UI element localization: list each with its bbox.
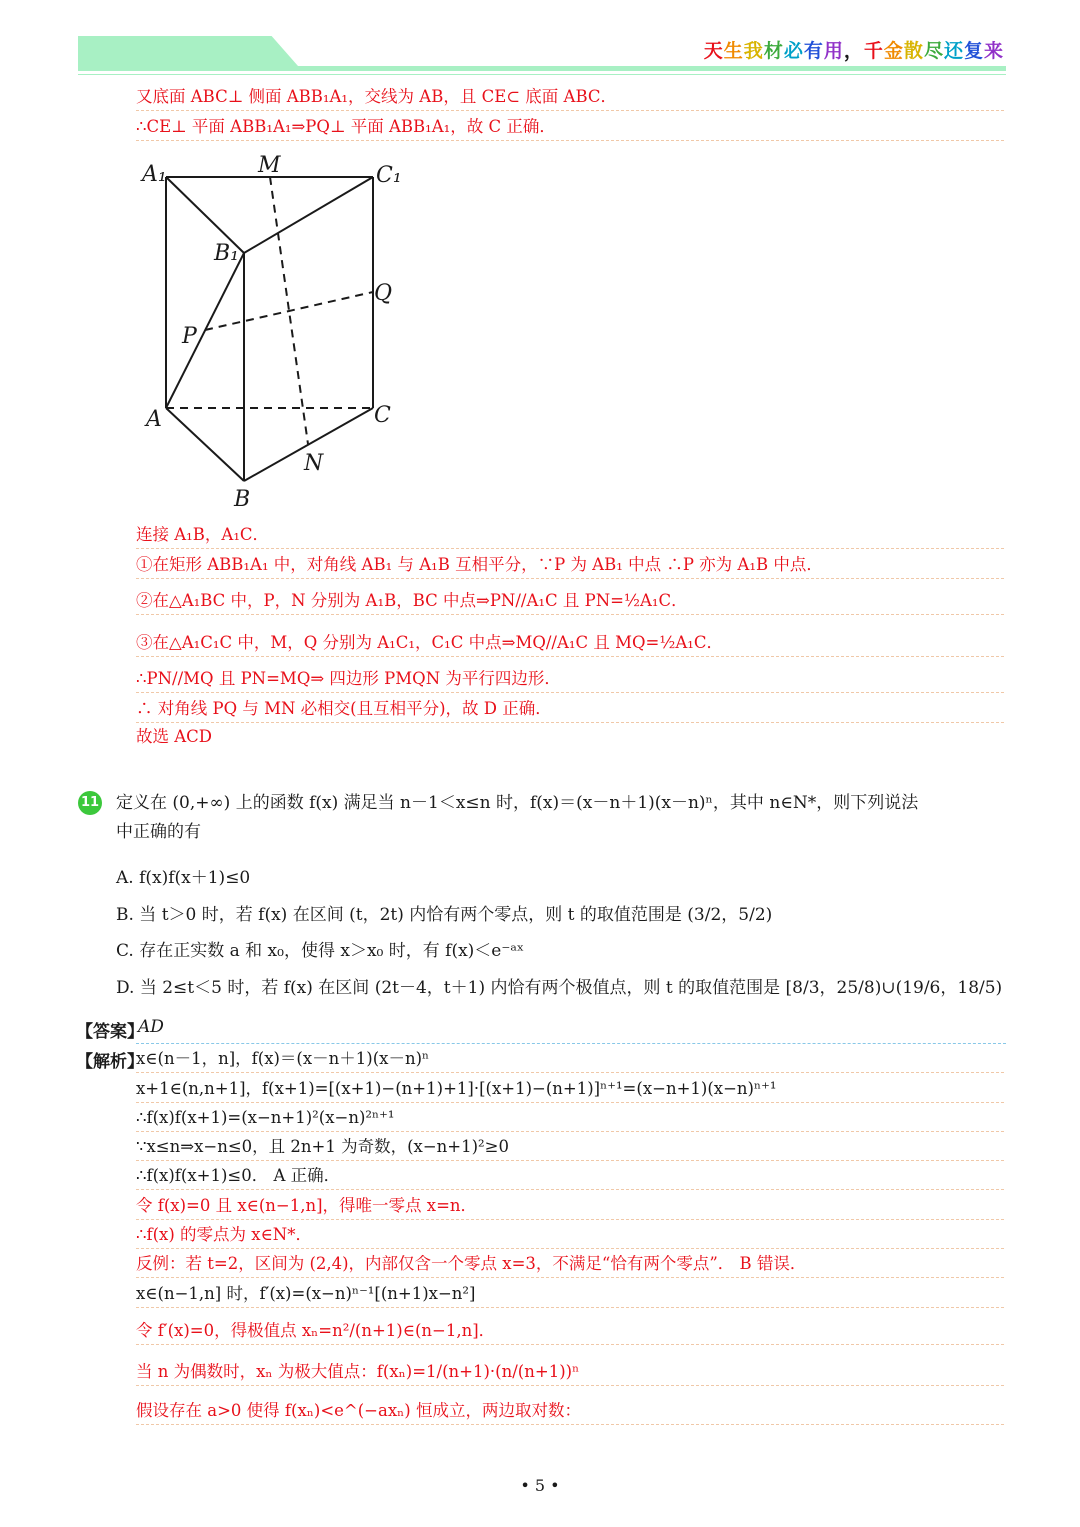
proof-line: ∴CE⊥ 平面 ABB₁A₁⇒PQ⊥ 平面 ABB₁A₁，故 C 正确． <box>136 114 1004 141</box>
question-stem-line1: 定义在 (0,+∞) 上的函数 f(x) 满足当 n－1＜x≤n 时，f(x)＝(x－n＋1)(x－n)ⁿ，其中 n∈N*，则下列说法 <box>116 793 919 813</box>
option-d: D. 当 2≤t＜5 时，若 f(x) 在区间 (2t－4，t＋1) 内恰有两个极值点，则 t 的取值范围是 [8/3，25/8)∪(19/6，18/5) <box>116 978 1003 998</box>
edge-b1c1 <box>244 177 373 253</box>
analysis-line: x∈(n−1,n] 时，f′(x)=(x−n)ⁿ⁻¹[(n+1)x−n²] <box>136 1281 1004 1308</box>
motto-char: 用 <box>823 40 844 62</box>
motto-char: 材 <box>763 40 784 62</box>
motto-char: 金 <box>883 40 904 62</box>
analysis-line: 假设存在 a>0 使得 f(xₙ)<e^(−axₙ) 恒成立，两边取对数： <box>136 1398 1004 1425</box>
edge-ab1 <box>166 253 244 408</box>
label-p: P <box>182 324 197 349</box>
analysis-line: ∵x≤n⇒x−n≤0，且 2n+1 为奇数，(x−n+1)²≥0 <box>136 1134 1004 1161</box>
proof-line: ∴PN//MQ 且 PN=MQ⇒ 四边形 PMQN 为平行四边形． <box>136 666 1004 693</box>
proof-conclusion: 故选 ACD <box>136 727 213 746</box>
label-a: A <box>146 407 162 432</box>
analysis-line: 令 f(x)=0 且 x∈(n−1,n]，得唯一零点 x=n． <box>136 1193 1004 1220</box>
analysis-line: 反例：若 t=2，区间为 (2,4)，内部仅含一个零点 x=3，不满足“恰有两个零点”． B 错误． <box>136 1251 1004 1278</box>
page-number: • 5 • <box>520 1476 560 1495</box>
motto-char: ， <box>843 40 864 62</box>
label-b: B <box>234 487 251 512</box>
proof-line: ③在△A₁C₁C 中，M，Q 分别为 A₁C₁，C₁C 中点⇒MQ//A₁C 且 MQ=½A₁C． <box>136 630 1004 657</box>
option-b: B. 当 t＞0 时，若 f(x) 在区间 (t，2t) 内恰有两个零点，则 t 的取值范围是 (3/2，5/2) <box>116 905 773 925</box>
analysis-label: 【解析】 <box>76 1052 144 1072</box>
proof-line: 又底面 ABC⊥ 侧面 ABB₁A₁，交线为 AB，且 CE⊂ 底面 ABC． <box>136 84 1004 111</box>
analysis-line: ∴f(x) 的零点为 x∈N*． <box>136 1222 1004 1249</box>
proof-line: 连接 A₁B，A₁C． <box>136 522 1004 549</box>
question-stem-line2: 中正确的有 <box>116 822 201 842</box>
label-q: Q <box>374 281 393 306</box>
motto-char: 千 <box>863 40 884 62</box>
proof-line: ①在矩形 ABB₁A₁ 中，对角线 AB₁ 与 A₁B 互相平分，∵P 为 AB₁ 中点 ∴P 亦为 A₁B 中点． <box>136 552 1004 579</box>
motto-char: 必 <box>783 40 804 62</box>
proof-line: ②在△A₁BC 中，P，N 分别为 A₁B，BC 中点⇒PN//A₁C 且 PN=½A₁C． <box>136 588 1004 615</box>
label-m: M <box>258 153 281 178</box>
label-a1: A₁ <box>142 162 167 187</box>
edge-ab <box>166 408 244 481</box>
motto-char: 有 <box>803 40 824 62</box>
analysis-line: 当 n 为偶数时，xₙ 为极大值点：f(xₙ)=1/(n+1)·(n/(n+1))ⁿ <box>136 1359 1004 1386</box>
label-c1: C₁ <box>376 163 402 188</box>
analysis-line: ∴f(x)f(x+1)=(x−n+1)²(x−n)²ⁿ⁺¹ <box>136 1105 1004 1132</box>
answer-value: AD <box>138 1017 164 1037</box>
header-tab <box>78 36 298 66</box>
option-a: A. f(x)f(x＋1)≤0 <box>116 868 251 888</box>
analysis-line: ∴f(x)f(x+1)≤0． A 正确． <box>136 1163 1004 1190</box>
motto-char: 还 <box>943 40 964 62</box>
proof-line: ∴ 对角线 PQ 与 MN 必相交(且互相平分)，故 D 正确． <box>136 696 1004 723</box>
motto-char: 复 <box>963 40 984 62</box>
motto-char: 尽 <box>923 40 944 62</box>
label-n: N <box>304 451 324 476</box>
analysis-line: x+1∈(n,n+1]，f(x+1)=[(x+1)−(n+1)+1]·[(x+1)−(n+1)]ⁿ⁺¹=(x−n+1)(x−n)ⁿ⁺¹ <box>136 1076 1004 1103</box>
segment-pq <box>205 292 373 330</box>
analysis-line: x∈(n－1，n]，f(x)＝(x－n＋1)(x－n)ⁿ <box>136 1046 1004 1073</box>
label-c: C <box>374 403 391 428</box>
question-number-badge: 11 <box>78 791 102 815</box>
answer-separator <box>136 1043 1006 1044</box>
motto-char: 来 <box>983 40 1004 62</box>
header-motto <box>704 36 1004 63</box>
analysis-line: 令 f′(x)=0，得极值点 xₙ=n²/(n+1)∈(n−1,n]． <box>136 1318 1004 1345</box>
motto-char: 天 <box>703 40 724 62</box>
motto-char: 散 <box>903 40 924 62</box>
answer-label: 【答案】 <box>76 1022 144 1042</box>
option-c: C. 存在正实数 a 和 x₀，使得 x＞x₀ 时，有 f(x)＜e⁻ᵃˣ <box>116 941 525 961</box>
header-rule-thin <box>78 74 1006 75</box>
header-rule <box>78 66 1006 71</box>
motto-char: 生 <box>723 40 744 62</box>
label-b1: B₁ <box>214 241 239 266</box>
motto-char: 我 <box>743 40 764 62</box>
prism-figure <box>130 150 420 515</box>
